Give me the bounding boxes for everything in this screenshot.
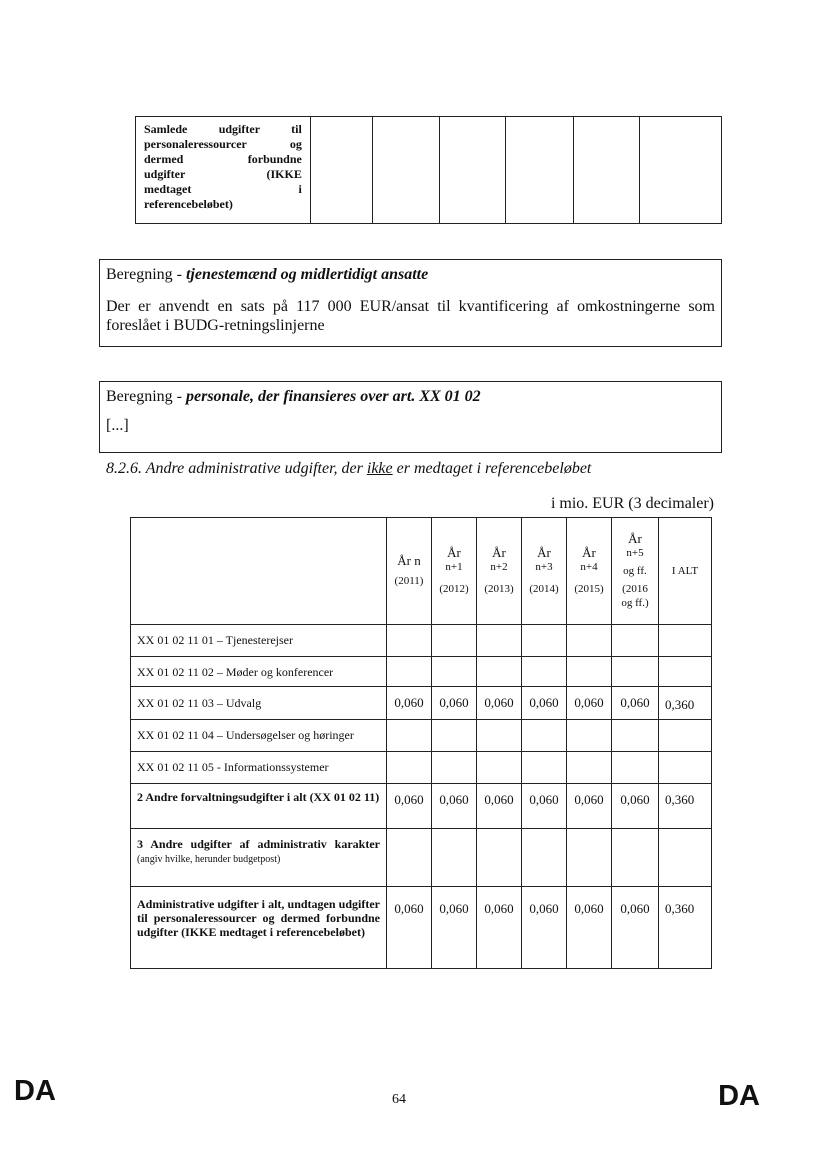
page-number: 64 (392, 1092, 406, 1107)
row-label: XX 01 02 11 03 – Udvalg (131, 687, 387, 720)
header-year-n4 (567, 518, 612, 625)
empty-cell (310, 117, 373, 224)
header-line: År (492, 545, 506, 560)
header-line: År (447, 545, 461, 560)
header-line: n+1 (445, 561, 463, 573)
personnel-costs-label (136, 117, 311, 224)
value-cell: 0,060 (567, 887, 612, 969)
table-row (131, 625, 712, 657)
value-cell (432, 657, 477, 687)
value-cell: 0,060 (387, 887, 432, 969)
value-cell: 0,060 (432, 687, 477, 720)
total-cell (659, 752, 712, 784)
value-cell (612, 625, 659, 657)
value-cell: 0,060 (477, 687, 522, 720)
header-year-n3 (522, 518, 567, 625)
table-row (131, 657, 712, 687)
header-line: og ff.) (621, 597, 649, 609)
heading-underlined: ikke (366, 460, 393, 477)
total-cell: 0,360 (659, 687, 712, 720)
value-cell (567, 829, 612, 887)
value-cell (432, 720, 477, 752)
value-cell (477, 829, 522, 887)
row-label-bold: 3 Andre udgifter af administrativ karakter (137, 837, 380, 851)
header-line: (2014) (529, 583, 559, 595)
header-line: År (537, 545, 551, 560)
box-title-prefix: Beregning - (106, 388, 186, 405)
value-cell: 0,060 (522, 784, 567, 829)
value-cell: 0,060 (477, 887, 522, 969)
box-title-emphasis: personale, der finansieres over art. XX 01 02 (185, 388, 481, 405)
table-row (131, 720, 712, 752)
header-line: n+2 (490, 561, 508, 573)
label-line: medtaget i (144, 182, 302, 196)
table-row (131, 784, 712, 829)
total-cell (659, 625, 712, 657)
box-body: [...] (106, 417, 129, 434)
row-label-note: (angiv hvilke, herunder budgetpost) (137, 854, 281, 865)
total-cell: 0,360 (659, 784, 712, 829)
value-cell (612, 657, 659, 687)
value-cell: 0,060 (612, 687, 659, 720)
value-cell: 0,060 (612, 784, 659, 829)
value-cell (522, 625, 567, 657)
empty-cell (573, 117, 639, 224)
value-cell (477, 752, 522, 784)
value-cell (612, 720, 659, 752)
value-cell (387, 657, 432, 687)
row-label (131, 829, 387, 887)
value-cell (612, 829, 659, 887)
empty-cell (373, 117, 439, 224)
value-cell (432, 625, 477, 657)
header-line: År n (397, 553, 421, 568)
table-row (131, 887, 712, 969)
header-line: n+5 (626, 547, 644, 559)
row-label: XX 01 02 11 02 – Møder og konferencer (131, 657, 387, 687)
box-title (106, 265, 715, 284)
value-cell (387, 720, 432, 752)
empty-cell (506, 117, 573, 224)
total-cell (659, 657, 712, 687)
header-line: (2015) (574, 583, 604, 595)
value-cell: 0,060 (387, 784, 432, 829)
row-label: Administrative udgifter i alt, undtagen udgifter til personaleressourcer og dermed forbundne udgifter (IKKE medtaget i referencebeløbet) (131, 887, 387, 969)
box-title (106, 387, 715, 406)
row-label: XX 01 02 11 01 – Tjenesterejser (131, 625, 387, 657)
table-row (131, 687, 712, 720)
value-cell: 0,060 (432, 784, 477, 829)
header-line: n+4 (580, 561, 598, 573)
calculation-box-officials (99, 259, 722, 347)
value-cell (387, 829, 432, 887)
calculation-box-staff (99, 381, 722, 453)
value-cell: 0,060 (432, 887, 477, 969)
heading-text: er medtaget i referencebeløbet (392, 460, 592, 477)
value-cell (522, 752, 567, 784)
header-line: I ALT (671, 565, 699, 577)
value-cell (387, 625, 432, 657)
value-cell (567, 720, 612, 752)
value-cell (432, 829, 477, 887)
value-cell (567, 657, 612, 687)
header-line: År (582, 545, 596, 560)
header-year-n5 (612, 518, 659, 625)
value-cell (477, 657, 522, 687)
table-row (131, 752, 712, 784)
label-line: personaleressourcer og (144, 137, 302, 151)
total-cell (659, 829, 712, 887)
header-line: (2016 (622, 583, 648, 595)
label-line: udgifter (IKKE (144, 167, 302, 181)
header-empty-cell (131, 518, 387, 625)
value-cell (522, 720, 567, 752)
unit-note: i mio. EUR (3 decimaler) (550, 495, 714, 512)
row-label: XX 01 02 11 04 – Undersøgelser og høringer (131, 720, 387, 752)
value-cell: 0,060 (522, 687, 567, 720)
value-cell (477, 625, 522, 657)
value-cell: 0,060 (612, 887, 659, 969)
value-cell (387, 752, 432, 784)
personnel-costs-table (135, 116, 722, 224)
header-line: n+3 (535, 561, 553, 573)
value-cell: 0,060 (522, 887, 567, 969)
header-line: (2011) (394, 575, 424, 587)
header-total (659, 518, 712, 625)
value-cell: 0,060 (567, 687, 612, 720)
empty-cell (640, 117, 722, 224)
empty-cell (439, 117, 505, 224)
box-title-emphasis: tjenestemænd og midlertidigt ansatte (185, 266, 429, 283)
row-label: XX 01 02 11 05 - Informationssystemer (131, 752, 387, 784)
value-cell (522, 829, 567, 887)
box-body: Der er anvendt en sats på 117 000 EUR/ansat til kvantificering af omkostningerne som foreslået i BUDG-retningslinjerne (106, 298, 715, 334)
table-row (136, 117, 722, 224)
language-tag-left: DA (14, 1075, 56, 1107)
section-heading (106, 460, 591, 478)
value-cell (477, 720, 522, 752)
value-cell: 0,060 (567, 784, 612, 829)
total-cell: 0,360 (659, 887, 712, 969)
table-row (131, 829, 712, 887)
header-row (131, 518, 712, 625)
header-year-n1 (432, 518, 477, 625)
header-line: (2013) (484, 583, 514, 595)
value-cell: 0,060 (387, 687, 432, 720)
header-line: År (628, 531, 642, 546)
admin-costs-table (130, 517, 712, 969)
language-tag-right: DA (718, 1080, 760, 1112)
heading-text: 8.2.6. Andre administrative udgifter, der (106, 460, 367, 477)
box-title-prefix: Beregning - (106, 266, 186, 283)
row-label: 2 Andre forvaltningsudgifter i alt (XX 01 02 11) (131, 784, 387, 829)
header-year-n2 (477, 518, 522, 625)
label-line: Samlede udgifter til (144, 122, 302, 136)
value-cell (612, 752, 659, 784)
total-cell (659, 720, 712, 752)
value-cell (432, 752, 477, 784)
value-cell (567, 752, 612, 784)
label-line: referencebeløbet) (144, 197, 233, 211)
label-line: dermed forbundne (144, 152, 302, 166)
value-cell (567, 625, 612, 657)
value-cell (522, 657, 567, 687)
header-line: (2012) (439, 583, 469, 595)
value-cell: 0,060 (477, 784, 522, 829)
header-line: og ff. (623, 565, 647, 577)
header-year-n (387, 518, 432, 625)
